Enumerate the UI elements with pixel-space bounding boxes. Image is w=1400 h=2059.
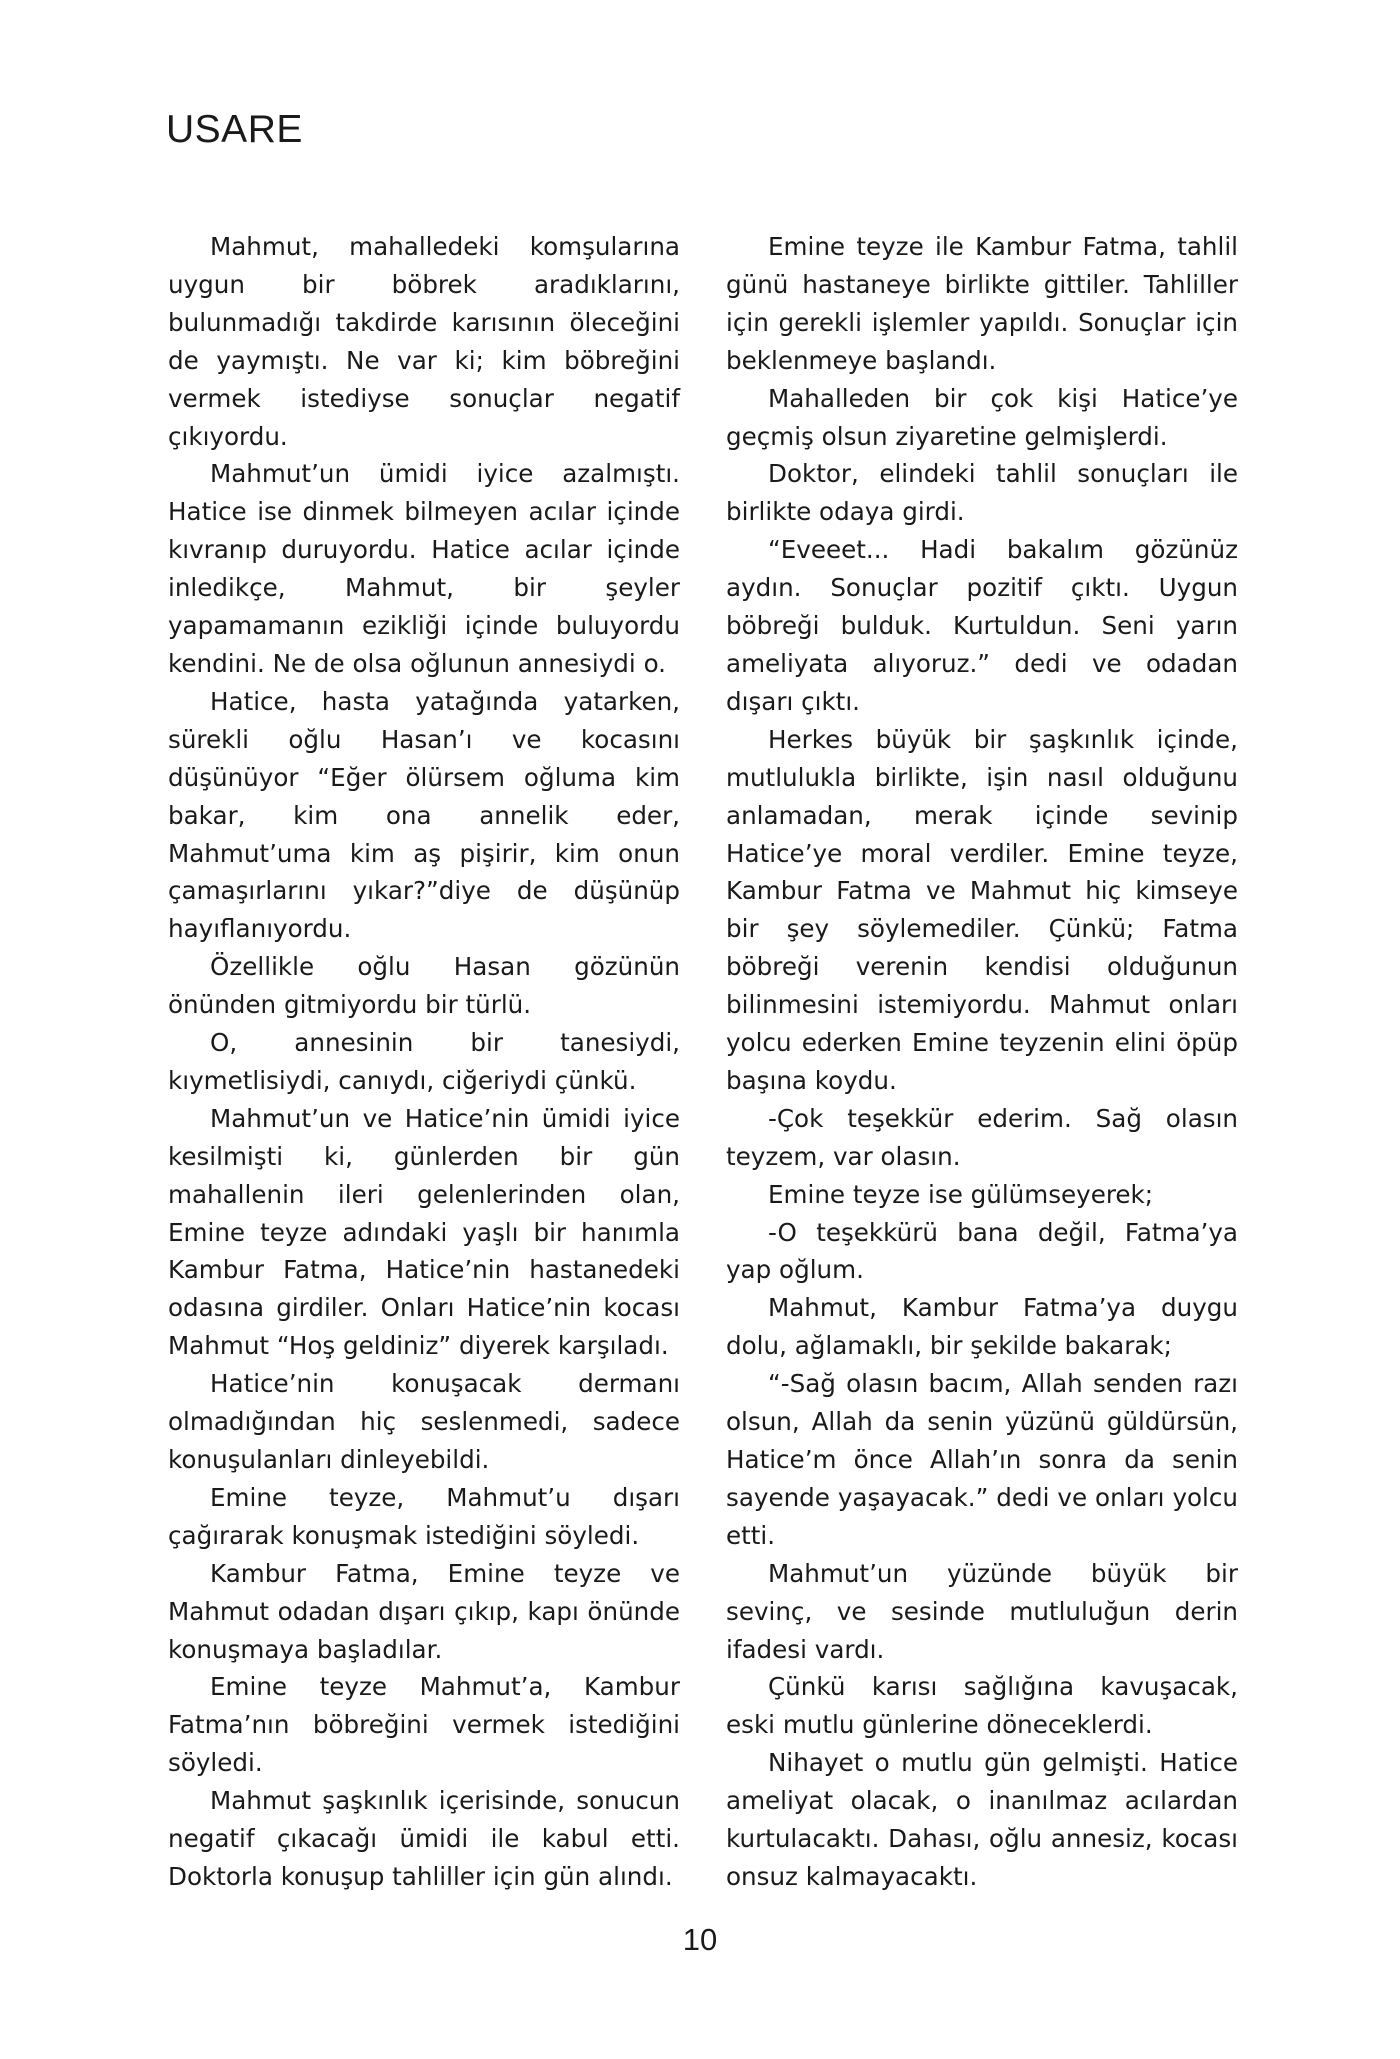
- paragraph: Mahmut şaşkınlık içerisinde, sonucun negatif çıkacağı ümidi ile kabul etti. Doktorla konuşup tahliller için gün alındı.: [168, 1786, 680, 1891]
- left-text-column: [168, 228, 680, 1896]
- paragraph: Hatice, hasta yatağında yatarken, sürekli oğlu Hasan’ı ve kocasını düşünüyor “Eğer ölürsem oğluma kim bakar, kim ona annelik eder, Mahmut’uma kim aş pişirir, kim onun çamaşırlarını yıkar?”diye de düşünüp hayıflanıyordu.: [168, 686, 680, 944]
- paragraph: Nihayet o mutlu gün gelmişti. Hatice ameliyat olacak, o inanılmaz acılardan kurtulacaktı. Dahası, oğlu annesiz, kocası onsuz kalmayacaktı.: [726, 1748, 1238, 1891]
- paragraph: -Çok teşekkür ederim. Sağ olasın teyzem, var olasın.: [726, 1103, 1238, 1171]
- paragraph: Mahmut’un ve Hatice’nin ümidi iyice kesilmişti ki, günlerden bir gün mahallenin ileri gelenlerinden olan, Emine teyze adındaki yaşlı bir hanımla Kambur Fatma, Hatice’nin hastanedeki odasına girdiler. Onları Hatice’nin kocası Mahmut “Hoş geldiniz” diyerek karşıladı.: [168, 1103, 680, 1361]
- paragraph: O, annesinin bir tanesiydi, kıymetlisiydi, canıydı, ciğeriydi çünkü.: [168, 1028, 680, 1095]
- paragraph: Emine teyze ise gülümseyerek;: [768, 1179, 1154, 1209]
- paragraph: Mahmut’un yüzünde büyük bir sevinç, ve sesinde mutluluğun derin ifadesi vardı.: [726, 1558, 1238, 1664]
- paragraph: Emine teyze, Mahmut’u dışarı çağırarak konuşmak istediğini söyledi.: [168, 1482, 680, 1550]
- paragraph: Çünkü karısı sağlığına kavuşacak, eski mutlu günlerine döneceklerdi.: [726, 1672, 1238, 1740]
- paragraph: Mahalleden bir çok kişi Hatice’ye geçmiş olsun ziyaretine gelmişlerdi.: [726, 383, 1238, 451]
- paragraph: -O teşekkürü bana değil, Fatma’ya yap oğlum.: [726, 1217, 1238, 1285]
- paragraph: “-Sağ olasın bacım, Allah senden razı olsun, Allah da senin yüzünü güldürsün, Hatice’m önce Allah’ın sonra da senin sayende yaşayacak.” dedi ve onları yolcu etti.: [726, 1369, 1238, 1550]
- paragraph: Mahmut’un ümidi iyice azalmıştı. Hatice ise dinmek bilmeyen acılar içinde kıvranıp duruyordu. Hatice acılar içinde inledikçe, Mahmut, bir şeyler yapamamanın ezikliği içinde buluyordu kendini. Ne de olsa oğlunun annesiydi o.: [168, 459, 680, 678]
- paragraph: Mahmut, mahalledeki komşularına uygun bir böbrek aradıklarını, bulunmadığı takdirde karısının öleceğini de yaymıştı. Ne var ki; kim böbreğini vermek istediyse sonuçlar negatif çıkıyordu.: [168, 232, 680, 451]
- page-number: 10: [682, 1922, 718, 1957]
- paragraph: Hatice’nin konuşacak dermanı olmadığından hiç seslenmedi, sadece konuşulanları dinleyebildi.: [168, 1369, 680, 1474]
- paragraph: Özellikle oğlu Hasan gözünün önünden gitmiyordu bir türlü.: [168, 952, 680, 1020]
- paragraph: Mahmut, Kambur Fatma’ya duygu dolu, ağlamaklı, bir şekilde bakarak;: [726, 1293, 1238, 1361]
- paragraph: Doktor, elindeki tahlil sonuçları ile birlikte odaya girdi.: [726, 459, 1238, 527]
- paragraph: Emine teyze Mahmut’a, Kambur Fatma’nın böbreğini vermek istediğini söyledi.: [168, 1672, 680, 1778]
- paragraph: “Eveeet... Hadi bakalım gözünüz aydın. Sonuçlar pozitif çıktı. Uygun böbreği bulduk. Kurtuldun. Seni yarın ameliyata alıyoruz.” dedi ve odadan dışarı çıktı.: [726, 535, 1238, 716]
- paragraph: Kambur Fatma, Emine teyze ve Mahmut odadan dışarı çıkıp, kapı önünde konuşmaya başladılar.: [168, 1558, 680, 1664]
- book-title-header: USARE: [166, 108, 303, 151]
- right-text-column: [726, 228, 1238, 1896]
- paragraph: Emine teyze ile Kambur Fatma, tahlil günü hastaneye birlikte gittiler. Tahliller için gerekli işlemler yapıldı. Sonuçlar için beklenmeye başlandı.: [726, 232, 1238, 375]
- paragraph: Herkes büyük bir şaşkınlık içinde, mutlulukla birlikte, işin nasıl olduğunu anlamadan, merak içinde sevinip Hatice’ye moral verdiler. Emine teyze, Kambur Fatma ve Mahmut hiç kimseye bir şey söylemediler. Çünkü; Fatma böbreği verenin kendisi olduğunun bilinmesini istemiyordu. Mahmut onları yolcu ederken Emine teyzenin elini öpüp başına koydu.: [726, 724, 1238, 1095]
